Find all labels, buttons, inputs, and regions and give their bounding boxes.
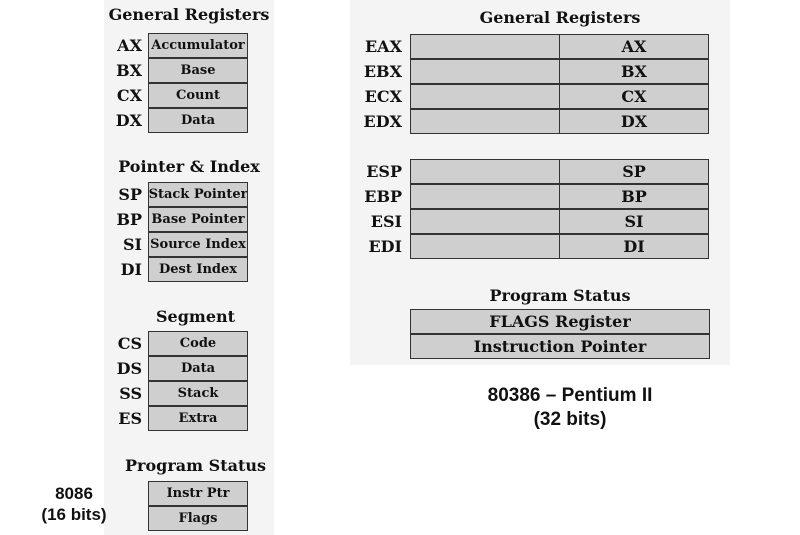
register-name-ax: AX	[117, 36, 142, 55]
register-name-sp: SP	[118, 185, 142, 204]
8086-general-registers-title: General Registers	[108, 5, 270, 24]
register-name-es: ES	[118, 409, 142, 428]
register-cell-stack-pointer: Stack Pointer	[148, 182, 248, 207]
register-cell-code: Code	[148, 331, 248, 356]
register-cell-ecx-high	[410, 84, 561, 109]
register-cell-edx-high	[410, 109, 561, 134]
register-name-di: DI	[120, 260, 142, 279]
register-name-eax: EAX	[364, 37, 402, 56]
80386-program-status-title: Program Status	[489, 286, 631, 305]
register-name-edx: EDX	[363, 112, 402, 131]
register-name-ss: SS	[119, 384, 142, 403]
register-name-si: SI	[122, 235, 142, 254]
8086-caption-line2: (16 bits)	[41, 505, 107, 525]
register-cell-esi-high	[410, 209, 561, 234]
register-cell-bx: BX	[559, 59, 709, 84]
register-cell-eax-high	[410, 34, 561, 59]
register-name-cx: CX	[116, 86, 142, 105]
register-cell-extra: Extra	[148, 406, 248, 431]
register-cell-dx: DX	[559, 109, 709, 134]
register-name-dx: DX	[115, 111, 142, 130]
register-cell-cx: CX	[559, 84, 709, 109]
register-cell-data-segment: Data	[148, 356, 248, 381]
8086-program-status-title: Program Status	[125, 456, 266, 475]
register-cell-flags: Flags	[148, 506, 248, 531]
register-cell-edi-high	[410, 234, 561, 259]
register-cell-bp: BP	[559, 184, 709, 209]
register-name-ebx: EBX	[363, 62, 402, 81]
register-name-bp: BP	[116, 210, 142, 229]
register-cell-sp: SP	[559, 159, 709, 184]
register-cell-count: Count	[148, 83, 248, 108]
register-name-cs: CS	[117, 334, 142, 353]
register-cell-esp-high	[410, 159, 561, 184]
80386-caption	[440, 384, 700, 432]
register-cell-accumulator: Accumulator	[148, 33, 248, 58]
80386-caption-line1: 80386 – Pentium II	[487, 385, 653, 406]
8086-caption	[20, 483, 128, 526]
register-cell-ebx-high	[410, 59, 561, 84]
register-name-esp: ESP	[366, 162, 402, 181]
register-cell-di: DI	[559, 234, 709, 259]
80386-general-registers-title: General Registers	[479, 8, 641, 27]
register-cell-base-pointer: Base Pointer	[148, 207, 248, 232]
register-cell-instr-ptr: Instr Ptr	[148, 481, 248, 506]
register-cell-si: SI	[559, 209, 709, 234]
register-cell-flags-register: FLAGS Register	[410, 309, 710, 334]
register-cell-data: Data	[148, 108, 248, 133]
8086-caption-line1: 8086	[55, 484, 93, 503]
8086-segment-title: Segment	[155, 307, 236, 326]
register-cell-instruction-pointer: Instruction Pointer	[410, 334, 710, 359]
register-cell-ax: AX	[559, 34, 709, 59]
register-cell-source-index: Source Index	[148, 232, 248, 257]
register-name-ecx: ECX	[364, 87, 402, 106]
register-name-esi: ESI	[370, 212, 402, 231]
register-name-ebp: EBP	[364, 187, 402, 206]
register-cell-stack: Stack	[148, 381, 248, 406]
register-cell-ebp-high	[410, 184, 561, 209]
8086-pointer-index-title: Pointer & Index	[118, 157, 260, 176]
register-name-ds: DS	[116, 359, 142, 378]
80386-caption-line2: (32 bits)	[533, 408, 607, 430]
register-cell-dest-index: Dest Index	[148, 257, 248, 282]
register-name-bx: BX	[116, 61, 142, 80]
register-name-edi: EDI	[368, 237, 402, 256]
register-cell-base: Base	[148, 58, 248, 83]
